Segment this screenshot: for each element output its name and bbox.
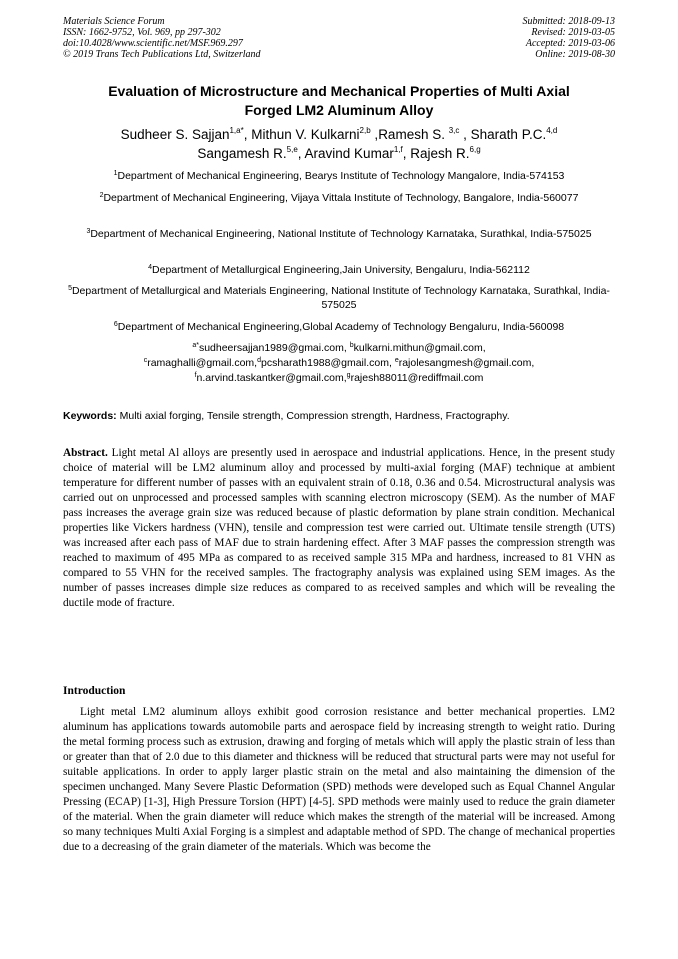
paper-title-line-2: Forged LM2 Aluminum Alloy — [244, 102, 434, 118]
abstract-text: Light metal Al alloys are presently used in aerospace and industrial applications. Hence, in the present study choice of material will be LM2 aluminum alloy and processed by multi-axial forging (MAF) technique at ambient temperature for different number of passes with an equivalent strain of 0.18, 0.36 and 0.54. Microstructural analysis was carried out on unprocessed and processed samples with scanning electron microscopy (SEM). As the number of MAF pass increases the average grain size was reduced because of plastic deformation by plane strain condition. Mechanical properties like Vickers hardness (VHN), tensile and compression test were carried out. Ultimate tensile strength (UTS) was increased after each pass of MAF due to strain hardening effect. After 3 MAF passes the compression strength was reached to maximum of 495 MPa as compared to as received sample 315 MPa and hardness, increased to 81 VHN as compared to 55 VHN for the received samples. The fractography analysis was explained using SEM images. As the number of passes increases dimple size reduces as compared to as received samples and which will be revealing the ductile mode of fracture. — [63, 447, 615, 609]
author-affiliation-mark: 5,e — [286, 145, 298, 154]
author-name: Aravind Kumar — [304, 146, 394, 161]
header-publication-info — [63, 16, 261, 60]
author-list — [63, 125, 615, 163]
author-affiliation-mark: 2,b — [359, 126, 371, 135]
email-line-1 — [63, 341, 615, 356]
author-name: Ramesh S. — [378, 127, 449, 142]
revised-date: Revised: 2019-03-05 — [531, 27, 615, 38]
section-heading-introduction: Introduction — [63, 685, 126, 697]
author-line-1 — [63, 125, 615, 144]
email-link[interactable]: kulkarni.mithun@gmail.com, — [353, 342, 486, 354]
author-separator: , — [370, 127, 379, 142]
email-mark: b — [349, 342, 354, 349]
email-line-2 — [63, 356, 615, 371]
author-line-2 — [63, 144, 615, 163]
journal-name: Materials Science Forum — [63, 16, 165, 27]
author-separator: , — [243, 127, 252, 142]
affiliation-text: Department of Metallurgical Engineering,Jain University, Bengaluru, India-562112 — [152, 264, 530, 276]
affiliation-6 — [63, 320, 615, 334]
author-separator: , — [297, 146, 305, 161]
email-mark: a* — [192, 342, 199, 349]
affiliation-number: 6 — [113, 321, 118, 328]
email-mark: d — [257, 357, 261, 364]
online-date: Online: 2019-08-30 — [535, 49, 615, 60]
author-name: Sangamesh R. — [197, 146, 287, 161]
affiliation-2 — [63, 191, 615, 205]
accepted-date: Accepted: 2019-03-06 — [525, 38, 615, 49]
email-mark: e — [394, 357, 399, 364]
affiliation-number: 1 — [113, 170, 118, 177]
affiliation-text: Department of Mechanical Engineering, Bearys Institute of Technology Mangalore, India-574153 — [117, 170, 565, 182]
affiliation-number: 2 — [99, 192, 104, 199]
keywords-text: Multi axial forging, Tensile strength, Compression strength, Hardness, Fractography. — [116, 410, 510, 422]
paper-title-line-1: Evaluation of Microstructure and Mechanical Properties of Multi Axial — [108, 83, 570, 99]
abstract — [63, 446, 615, 611]
affiliation-text: Department of Mechanical Engineering, Vijaya Vittala Institute of Technology, Bangalore, India-560077 — [103, 192, 579, 204]
doi[interactable]: doi:10.4028/www.scientific.net/MSF.969.297 — [63, 38, 243, 49]
email-mark: f — [194, 372, 197, 379]
affiliation-text: Department of Mechanical Engineering, National Institute of Technology Karnataka, Surathkal, India-575025 — [90, 228, 592, 240]
author-name: Sharath P.C. — [470, 127, 547, 142]
submitted-date: Submitted: 2018-09-13 — [522, 16, 615, 27]
affiliation-5 — [63, 284, 615, 312]
abstract-label: Abstract. — [63, 447, 108, 459]
affiliation-number: 5 — [68, 285, 72, 292]
author-name: Rajesh R. — [410, 146, 470, 161]
email-link[interactable]: rajolesangmesh@gmail.com, — [398, 357, 535, 369]
keywords-label: Keywords: — [63, 410, 117, 422]
affiliation-1 — [63, 169, 615, 183]
email-link[interactable]: n.arvind.taskantker@gmail.com, — [196, 372, 347, 384]
header-dates — [523, 16, 616, 60]
affiliation-text: Department of Mechanical Engineering,Global Academy of Technology Bengaluru, India-560098 — [117, 321, 565, 333]
author-affiliation-mark: 4,d — [546, 126, 558, 135]
affiliation-text: Department of Metallurgical and Materials Engineering, National Institute of Technology Karnataka, Surathkal, India-575025 — [71, 285, 610, 311]
email-mark: c — [143, 357, 148, 364]
affiliation-number: 3 — [86, 228, 91, 235]
paper-title — [63, 82, 615, 120]
email-link[interactable]: ramaghalli@gmail.com, — [147, 357, 258, 369]
author-affiliation-mark: 3,c — [448, 126, 460, 135]
author-affiliation-mark: 6,g — [469, 145, 481, 154]
email-link[interactable]: pcsharath1988@gmail.com, — [261, 357, 395, 369]
email-mark: g — [346, 372, 351, 379]
affiliation-number: 4 — [148, 264, 153, 271]
issn: ISSN: 1662-9752, Vol. 969, pp 297-302 — [63, 27, 221, 38]
copyright: © 2019 Trans Tech Publications Ltd, Switzerland — [63, 49, 261, 60]
email-line-3 — [63, 371, 615, 386]
email-list — [63, 341, 615, 386]
keywords — [63, 409, 623, 423]
affiliation-4 — [63, 263, 615, 277]
author-name: Sudheer S. Sajjan — [120, 127, 230, 142]
email-link[interactable]: sudheersajjan1989@gmai.com, — [198, 342, 350, 354]
email-link[interactable]: rajesh88011@rediffmail.com — [350, 372, 484, 384]
affiliation-3 — [63, 227, 615, 241]
introduction-paragraph: Light metal LM2 aluminum alloys exhibit good corrosion resistance and better mechanical properties. LM2 aluminum has applications towards automobile parts and aerospace field by increasing strength to weight ratio. During the metal forming process such as extrusion, drawing and forging of metals which will apply the plastic strain of less than or greater than that of 2.0 due to this diameter and thickness will be reduced that structural parts were may not useful for suitable applications. In order to apply larger plastic strain on the metal and also maintaining the dimension of the specimen unchanged. Many Severe Plastic Deformation (SPD) methods were developed such as Equal Channel Angular Pressing (ECAP) [1-3], High Pressure Torsion (HPT) [4-5]. SPD methods were mainly used to reduce the grain diameter of the material. When the grain diameter will reduce which makes the strength of the material will be increased. Among so many techniques Multi Axial Forging is a simplest and adaptable method of SPD. The change of mechanical properties due to a decreasing of the grain diameter of the materials. Which was become the — [63, 706, 615, 853]
author-affiliation-mark: 1,a* — [229, 126, 244, 135]
author-affiliation-mark: 1,f — [393, 145, 403, 154]
author-separator: , — [402, 146, 411, 161]
author-separator: , — [459, 127, 471, 142]
author-name: Mithun V. Kulkarni — [251, 127, 360, 142]
